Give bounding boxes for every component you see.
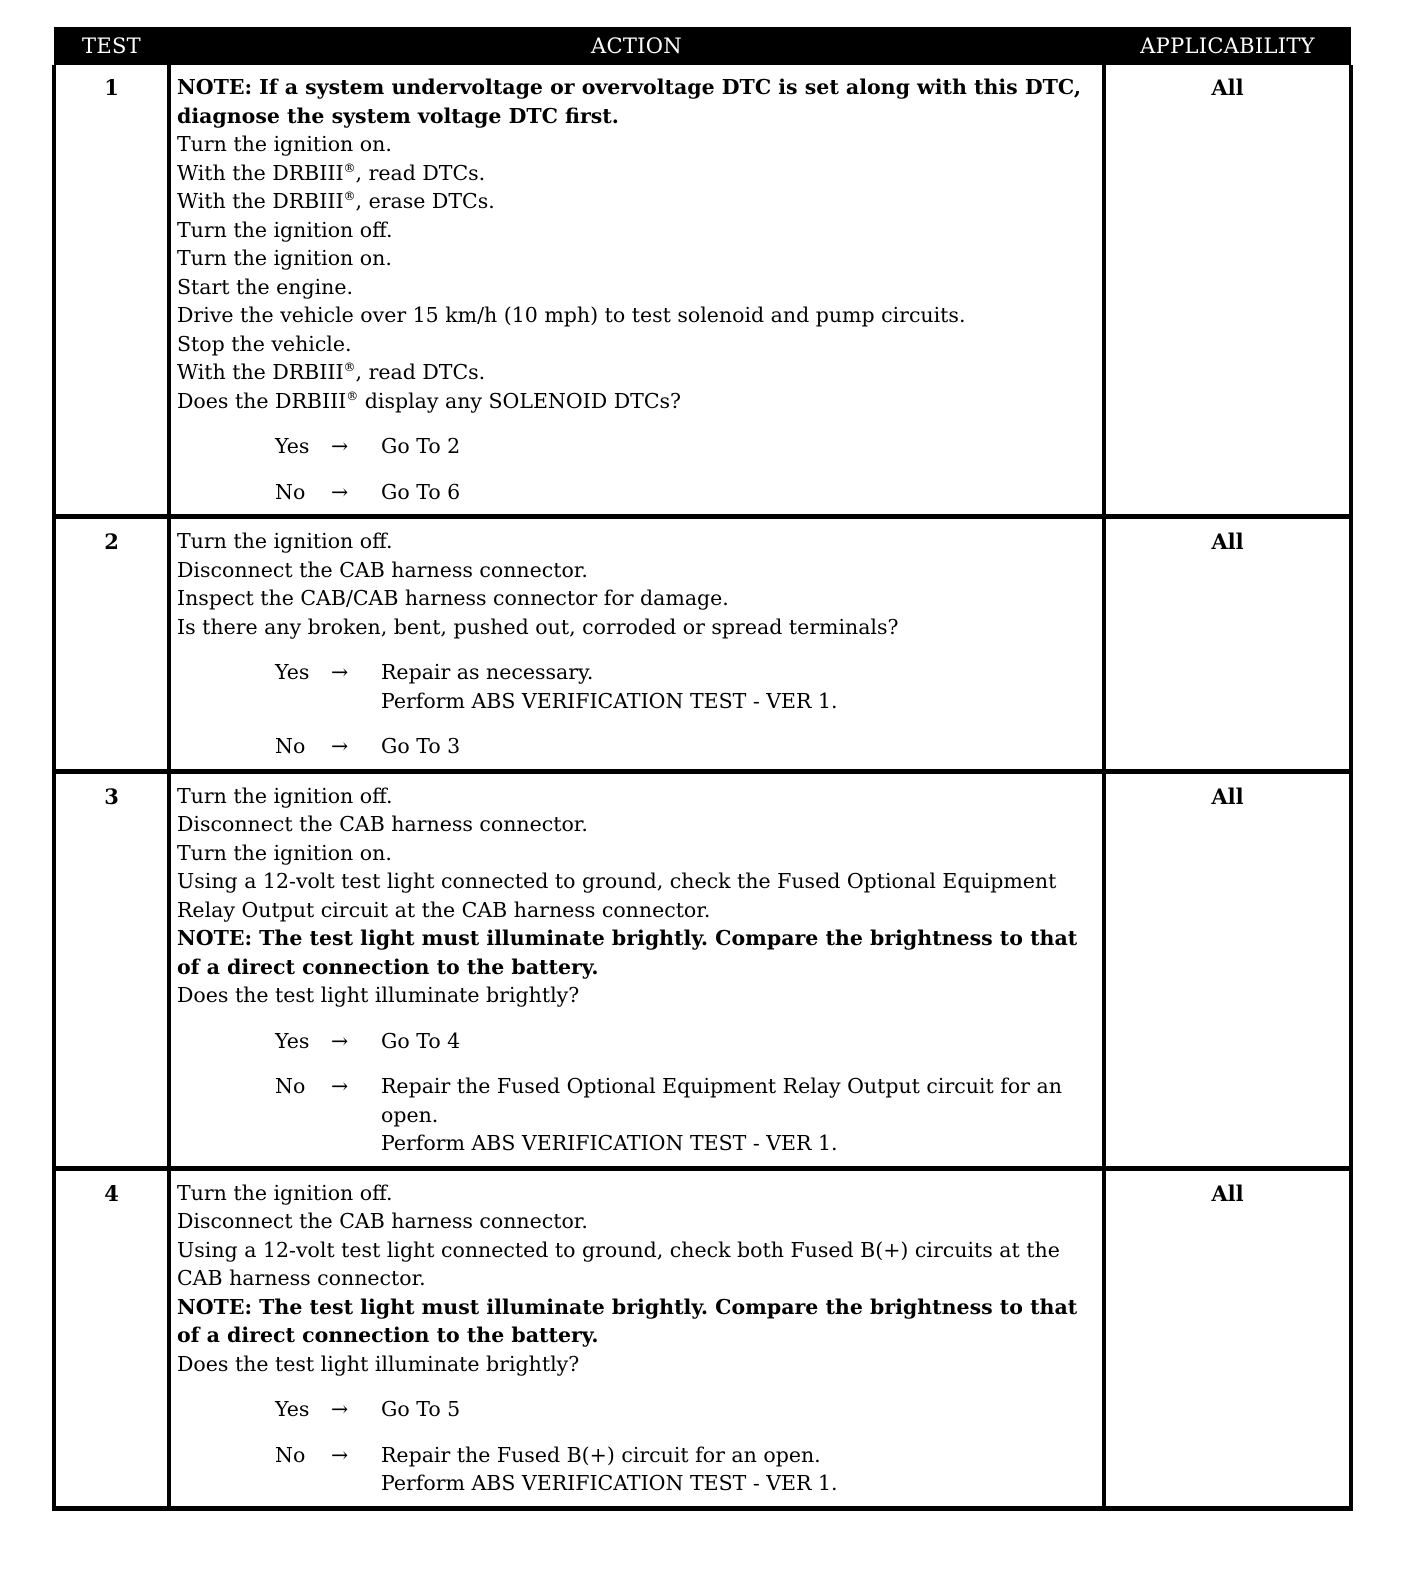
note-text: NOTE: The test light must illuminate brightly. Compare the brightness to that of a direct connection to the battery. bbox=[177, 1294, 1078, 1347]
step-text: Turn the ignition on. bbox=[177, 246, 392, 270]
test-row-3 bbox=[54, 771, 1351, 1168]
question-text: Does the test light illuminate brightly? bbox=[177, 983, 580, 1007]
step-text: Turn the ignition off. bbox=[177, 1180, 393, 1205]
registered-mark: ® bbox=[343, 189, 356, 204]
no-label: No bbox=[275, 1074, 306, 1098]
test-number: 4 bbox=[54, 1168, 169, 1508]
applicability-value: All bbox=[1104, 65, 1351, 517]
no-branch bbox=[275, 1441, 1096, 1498]
no-branch bbox=[275, 732, 1096, 761]
header-test: TEST bbox=[54, 27, 169, 65]
right-arrow-icon: → bbox=[331, 660, 349, 684]
action-cell bbox=[169, 65, 1104, 517]
step-text: With the DRBIII®, read DTCs. bbox=[177, 160, 486, 185]
registered-mark: ® bbox=[343, 360, 356, 375]
yes-result bbox=[381, 432, 1096, 461]
test-number: 1 bbox=[54, 65, 169, 517]
step-text: Turn the ignition on. bbox=[177, 132, 392, 156]
result-line: Go To 3 bbox=[381, 734, 461, 758]
step-text: With the DRBIII®, erase DTCs. bbox=[177, 189, 495, 213]
test-row-1 bbox=[54, 65, 1351, 517]
test-number: 3 bbox=[54, 771, 169, 1168]
step-text: Stop the vehicle. bbox=[177, 331, 352, 356]
step-text: Turn the ignition off. bbox=[177, 529, 393, 553]
result-line: Go To 6 bbox=[381, 479, 461, 504]
registered-mark: ® bbox=[346, 388, 359, 403]
question-text: Does the DRBIII® display any SOLENOID DTCs? bbox=[177, 388, 682, 413]
right-arrow-icon: → bbox=[331, 1028, 349, 1053]
no-result bbox=[381, 732, 1096, 761]
yes-branch bbox=[275, 1395, 1096, 1424]
right-arrow-icon: → bbox=[331, 434, 349, 458]
right-arrow-icon: → bbox=[331, 479, 349, 504]
yes-branch bbox=[275, 1027, 1096, 1056]
question-text: Is there any broken, bent, pushed out, corroded or spread terminals? bbox=[177, 614, 899, 639]
result-line: Perform ABS VERIFICATION TEST - VER 1. bbox=[381, 1471, 838, 1495]
step-text: Turn the ignition off. bbox=[177, 783, 393, 808]
yes-result bbox=[381, 1027, 1096, 1056]
note-text: NOTE: The test light must illuminate brightly. Compare the brightness to that of a direct connection to the battery. bbox=[177, 926, 1078, 979]
yes-label: Yes bbox=[275, 660, 310, 684]
step-text: Turn the ignition on. bbox=[177, 840, 392, 865]
yes-label: Yes bbox=[275, 1397, 310, 1421]
yes-label: Yes bbox=[275, 434, 310, 458]
step-text: Turn the ignition off. bbox=[177, 217, 393, 242]
no-label: No bbox=[275, 479, 306, 504]
yes-result bbox=[381, 1395, 1096, 1424]
step-text: Using a 12-volt test light connected to ground, check the Fused Optional Equipment Relay Output circuit at the CAB harness connector. bbox=[177, 869, 1057, 922]
no-label: No bbox=[275, 1442, 306, 1467]
result-line: Perform ABS VERIFICATION TEST - VER 1. bbox=[381, 688, 838, 713]
step-text: Inspect the CAB/CAB harness connector for damage. bbox=[177, 586, 729, 610]
yes-result bbox=[381, 658, 1096, 715]
step-text: With the DRBIII®, read DTCs. bbox=[177, 360, 486, 384]
test-row-2 bbox=[54, 517, 1351, 772]
action-cell bbox=[169, 771, 1104, 1168]
result-line: Go To 4 bbox=[381, 1028, 461, 1053]
step-text: Disconnect the CAB harness connector. bbox=[177, 1209, 588, 1233]
result-line: Go To 2 bbox=[381, 434, 461, 458]
no-branch bbox=[275, 1072, 1096, 1158]
yes-label: Yes bbox=[275, 1028, 310, 1053]
applicability-value: All bbox=[1104, 517, 1351, 772]
test-number: 2 bbox=[54, 517, 169, 772]
no-result bbox=[381, 1441, 1096, 1498]
no-branch bbox=[275, 478, 1096, 507]
step-text: Drive the vehicle over 15 km/h (10 mph) to test solenoid and pump circuits. bbox=[177, 303, 966, 327]
result-line: Repair the Fused Optional Equipment Relay Output circuit for an open. bbox=[381, 1074, 1062, 1127]
right-arrow-icon: → bbox=[331, 734, 349, 758]
applicability-value: All bbox=[1104, 771, 1351, 1168]
no-result bbox=[381, 1072, 1096, 1158]
yes-branch bbox=[275, 658, 1096, 715]
action-cell bbox=[169, 1168, 1104, 1508]
result-line: Go To 5 bbox=[381, 1397, 461, 1421]
result-line: Repair as necessary. bbox=[381, 660, 594, 684]
applicability-value: All bbox=[1104, 1168, 1351, 1508]
header-row bbox=[54, 27, 1351, 65]
test-row-4 bbox=[54, 1168, 1351, 1508]
step-text: Start the engine. bbox=[177, 274, 354, 299]
no-result bbox=[381, 478, 1096, 507]
right-arrow-icon: → bbox=[331, 1442, 349, 1467]
diagnostic-test-table bbox=[52, 27, 1353, 1511]
yes-branch bbox=[275, 432, 1096, 461]
question-text: Does the test light illuminate brightly? bbox=[177, 1351, 580, 1376]
step-text: Disconnect the CAB harness connector. bbox=[177, 557, 588, 582]
header-applicability: APPLICABILITY bbox=[1104, 27, 1351, 65]
note-text: NOTE: If a system undervoltage or overvoltage DTC is set along with this DTC, diagnose the system voltage DTC first. bbox=[177, 75, 1081, 128]
step-text: Using a 12-volt test light connected to ground, check both Fused B(+) circuits at the CAB harness connector. bbox=[177, 1237, 1060, 1290]
registered-mark: ® bbox=[343, 160, 356, 175]
result-line: Perform ABS VERIFICATION TEST - VER 1. bbox=[381, 1131, 838, 1155]
right-arrow-icon: → bbox=[331, 1397, 349, 1421]
action-cell bbox=[169, 517, 1104, 772]
step-text: Disconnect the CAB harness connector. bbox=[177, 812, 588, 836]
no-label: No bbox=[275, 734, 306, 758]
result-line: Repair the Fused B(+) circuit for an open. bbox=[381, 1442, 821, 1467]
header-action: ACTION bbox=[169, 27, 1104, 65]
right-arrow-icon: → bbox=[331, 1074, 349, 1098]
